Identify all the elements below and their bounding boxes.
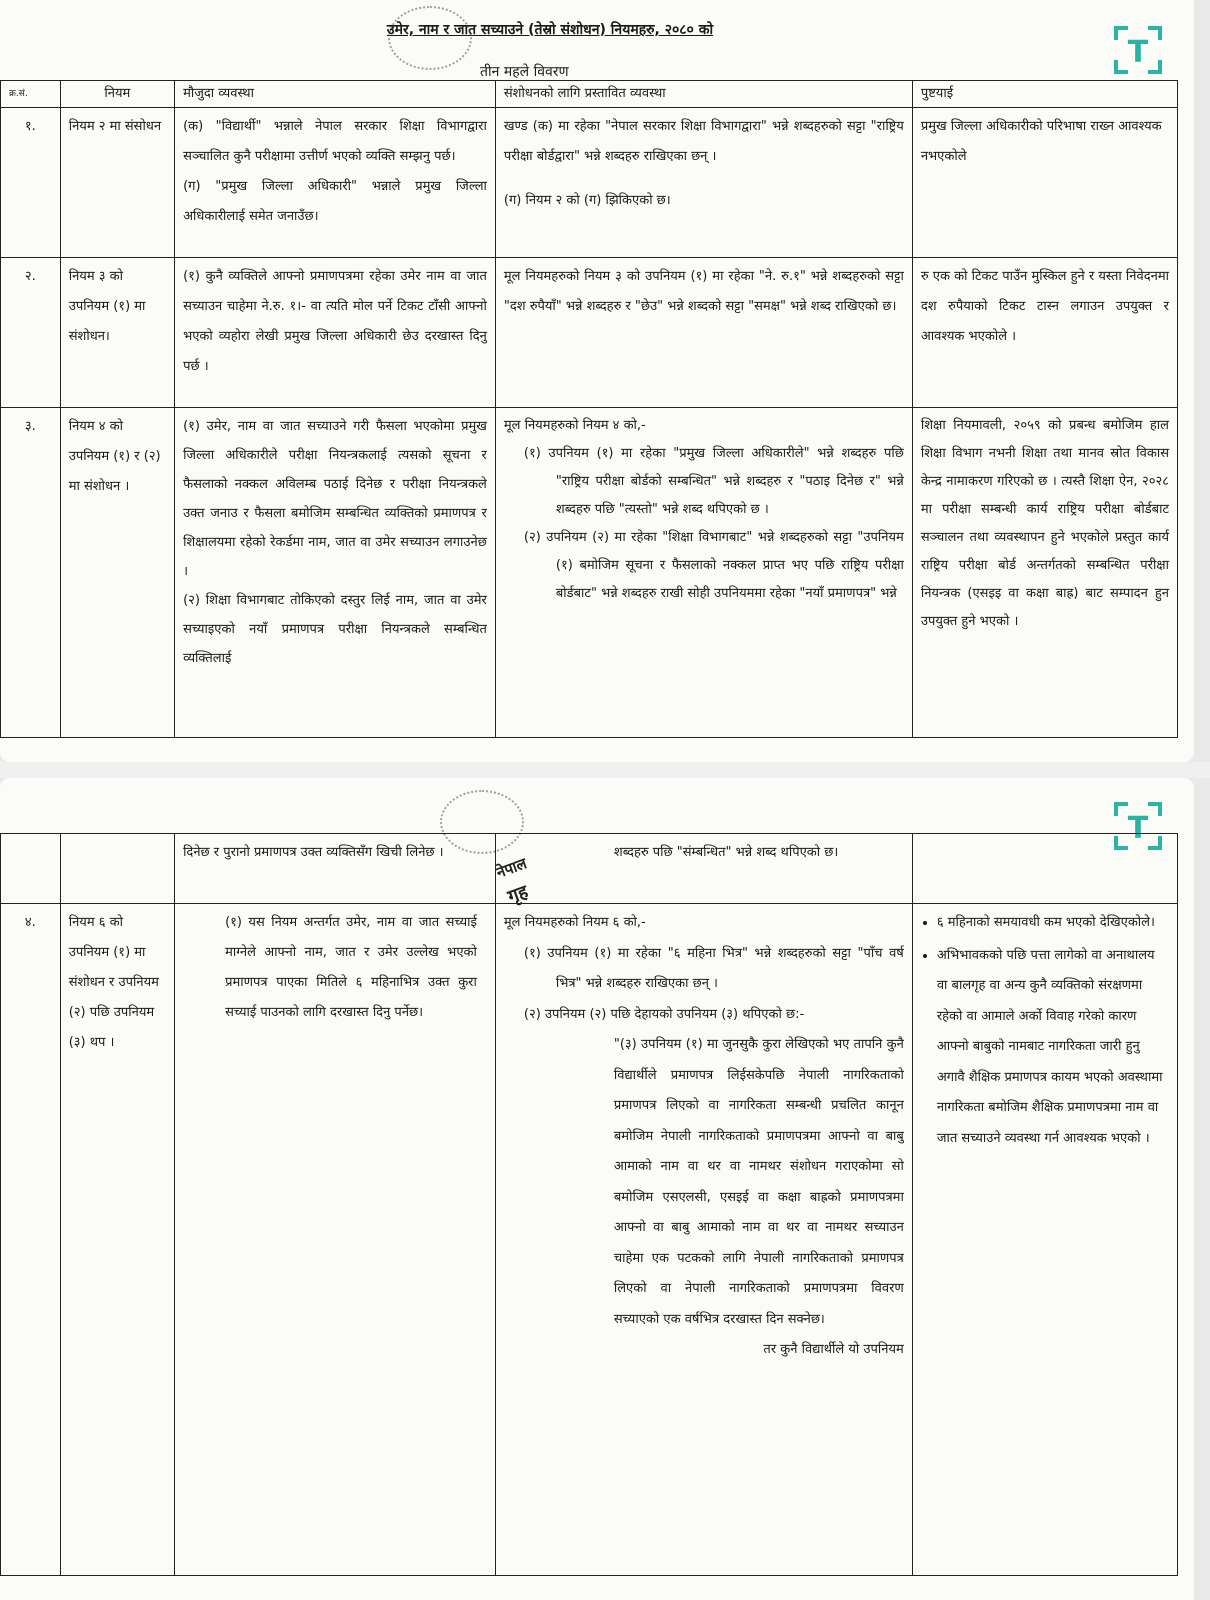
table-header-row bbox=[1, 81, 1178, 108]
table-row bbox=[1, 408, 1178, 738]
header-justification: पुष्टयाई bbox=[912, 81, 1177, 108]
proposed-para: (१) उपनियम (१) मा रहेका "प्रमुख जिल्ला अधिकारीले" भन्ने शब्दहरु पछि "राष्ट्रिय परीक्षा बोर्डको सम्बन्धित" भन्ने शब्दहरु र "पठाइ दिनेछ र" भन्ने शब्दहरु पछि "त्यस्तो" भन्ने शब्द थपिएको छ । bbox=[523, 446, 904, 517]
current-para: (२) शिक्षा विभागबाट तोकिएको दस्तुर लिई नाम, जात वा उमेर सच्याइएको नयाँ प्रमाणपत्र परीक्षा नियन्त्रकले सम्बन्धित व्यक्तिलाई bbox=[183, 593, 487, 666]
row-rule: नियम २ मा संसोधन bbox=[60, 108, 174, 258]
table-row-continued bbox=[1, 834, 1178, 904]
row-current bbox=[175, 834, 496, 904]
document-title: उमेर, नाम र जात सच्याउने (तेस्रो संशोधन) नियमहरु, २०८० को bbox=[386, 22, 714, 38]
row-sn: ४. bbox=[1, 904, 61, 1576]
proposed-para: तर कुनै विद्यार्थीले यो उपनियम bbox=[763, 1342, 904, 1357]
logo-letter: T bbox=[1127, 35, 1149, 70]
row-proposed bbox=[495, 108, 912, 258]
header-sn: क्र.सं. bbox=[1, 81, 61, 108]
current-para: (१) कुनै व्यक्तिले आफ्नो प्रमाणपत्रमा रहेका उमेर नाम वा जात सच्याउन चाहेमा ने.रु. १।- वा त्यति मोल पर्ने टिकट टाँसी आफ्नो भएको व्यहोरा लेखी प्रमुख जिल्ला अधिकारी छेउ दरखास्त दिनु पर्छ । bbox=[183, 269, 487, 374]
row-rule: नियम ४ को उपनियम (१) र (२) मा संशोधन । bbox=[60, 408, 174, 738]
row-rule bbox=[60, 834, 174, 904]
row-sn: ३. bbox=[1, 408, 61, 738]
proposed-intro: मूल नियमहरुको नियम ६ को,- bbox=[503, 915, 646, 930]
row-sn bbox=[1, 834, 61, 904]
header-rule: नियम bbox=[60, 81, 174, 108]
row-current bbox=[175, 904, 496, 1576]
document-page-2 bbox=[0, 778, 1194, 1600]
justification-para: शिक्षा नियमावली, २०५९ को प्रबन्ध बमोजिम हाल शिक्षा विभाग नभनी शिक्षा तथा मानव स्रोत विकास केन्द्र नामाकरण गरिएको छ । त्यस्तै शिक्षा ऐन, २०२८ मा परीक्षा सम्बन्धी कार्य राष्ट्रिय परीक्षा बोर्डबाट सञ्चालन तथा व्यवस्थापन हुने भएकोले प्रस्तुत कार्य राष्ट्रिय परीक्षा बोर्ड अन्तर्गतको सम्बन्धित परीक्षा नियन्त्रक (एसइइ वा कक्षा बाह्र) बाट सम्पादन हुन उपयुक्त हुने भएको । bbox=[920, 418, 1169, 629]
proposed-para: (२) उपनियम (२) पछि देहायको उपनियम (३) थपिएको छ:- bbox=[523, 1006, 805, 1022]
row-justification bbox=[912, 904, 1177, 1576]
header-proposed: संशोधनको लागि प्रस्तावित व्यवस्था bbox=[495, 81, 912, 108]
table-row bbox=[1, 904, 1178, 1576]
justification-list bbox=[921, 908, 1169, 1154]
current-para: दिनेछ र पुरानो प्रमाणपत्र उक्त व्यक्तिसँग खिची लिनेछ । bbox=[183, 845, 444, 860]
justification-para: रु एक को टिकट पाउँन मुस्किल हुने र यस्ता निवेदनमा दश रुपैयाको टिकट टास्न लगाउन उपयुक्त र आवश्यक भएकोले । bbox=[920, 269, 1169, 344]
row-justification bbox=[912, 258, 1177, 408]
row-justification bbox=[912, 834, 1177, 904]
current-para: (क) "विद्यार्थी" भन्नाले नेपाल सरकार शिक्षा विभागद्वारा सञ्चालित कुनै परीक्षामा उत्तीर्ण भएको व्यक्ति सम्झनु पर्छ। bbox=[183, 119, 487, 164]
current-para: (ग) "प्रमुख जिल्ला अधिकारी" भन्नाले प्रमुख जिल्ला अधिकारीलाई समेत जनाउँछ। bbox=[183, 179, 487, 224]
proposed-intro: मूल नियमहरुको नियम ४ को,- bbox=[503, 418, 646, 433]
header-current: मौजुदा व्यवस्था bbox=[175, 81, 496, 108]
proposed-para: खण्ड (क) मा रहेका "नेपाल सरकार शिक्षा विभागद्वारा" भन्ने शब्दहरुको सट्टा "राष्ट्रिय परीक्षा बोर्डद्वारा" भन्ने शब्दहरु राखिएका छन् । bbox=[503, 119, 904, 164]
current-para: (१) उमेर, नाम वा जात सच्याउने गरी फैसला भएकोमा प्रमुख जिल्ला अधिकारीले परीक्षा नियन्त्रकलाई त्यसको सूचना र फैसलाको नक्कल अविलम्ब पठाई दिनेछ र परीक्षा नियन्त्रकले उक्त जनाउ र फैसला बमोजिम सम्बन्धित व्यक्तिको प्रमाणपत्र र शिक्षालयमा रहेको रेकर्डमा नाम, जात वा उमेर सच्याउन लगाउनेछ । bbox=[183, 419, 487, 579]
stamp-text-nepal: नेपाल bbox=[493, 854, 530, 882]
current-para: (१) यस नियम अन्तर्गत उमेर, नाम वा जात सच्याई माग्नेले आफ्नो नाम, जात र उमेर उल्लेख भएको प्रमाणपत्र पाएका मितिले ६ महिनाभित्र उक्त कुरा सच्याई पाउनको लागि दरखास्त दिनु पर्नेछ। bbox=[225, 915, 477, 1020]
proposed-para: (ग) नियम २ को (ग) झिकिएको छ। bbox=[503, 193, 671, 208]
ink-stamp bbox=[388, 6, 472, 70]
table-row bbox=[1, 258, 1178, 408]
table-row bbox=[1, 108, 1178, 258]
proposed-para: शब्दहरु पछि "संम्बन्धित" भन्ने शब्द थपिएको छ। bbox=[613, 845, 839, 860]
row-sn: २. bbox=[1, 258, 61, 408]
row-proposed bbox=[495, 408, 912, 738]
page-divider bbox=[0, 762, 1210, 778]
row-current bbox=[175, 108, 496, 258]
logo-letter: T bbox=[1127, 811, 1149, 846]
proposed-para: "(३) उपनियम (१) मा जुनसुकै कुरा लेखिएको भए तापनि कुनै विद्यार्थीले प्रमाणपत्र लिईसकेपछि नेपाली नागरिकताको प्रमाणपत्र लिएको वा नागरिकता सम्बन्धी प्रचलित कानून बमोजिम नेपाली नागरिकताको प्रमाणपत्रमा आफ्नो वा बाबु आमाको नाम वा थर वा नामथर संशोधन गराएकोमा सो बमोजिम एसएलसी, एसइई वा कक्षा बाह्रको प्रमाणपत्रमा आफ्नो वा बाबु आमाको नाम वा थर वा नामथर सच्याउन चाहेमा एक पटकको लागि नेपाली नागरिकताको प्रमाणपत्र लिएको वा नेपाली नागरिकताको प्रमाणपत्रमा विवरण सच्याएको एक वर्षभित्र दरखास्त दिन सक्नेछ। bbox=[613, 1037, 904, 1327]
row-justification bbox=[912, 408, 1177, 738]
stamp-text-griha: गृह bbox=[505, 881, 531, 908]
row-current bbox=[175, 408, 496, 738]
row-current bbox=[175, 258, 496, 408]
proposed-para: (१) उपनियम (१) मा रहेका "६ महिना भित्र" भन्ने शब्दहरुको सट्टा "पाँच वर्ष भित्र" भन्ने शब्दहरु राखिएका छन् । bbox=[523, 945, 904, 991]
scanner-logo-icon bbox=[1112, 24, 1164, 76]
comparison-table-page-2 bbox=[0, 833, 1178, 1576]
proposed-para: मूल नियमहरुको नियम ३ को उपनियम (१) मा रहेका "ने. रु.१" भन्ने शब्दहरुको सट्टा "दश रुपैयाँ" भन्ने शब्दहरु र "छेउ" भन्ने शब्दको सट्टा "समक्ष" भन्ने शब्द राखिएको छ। bbox=[503, 269, 904, 314]
document-subtitle: तीन महले विवरण bbox=[480, 64, 569, 80]
justification-bullet: • अभिभावकको पछि पत्ता लागेको वा अनाथालय वा बालगृह वा अन्य कुनै व्यक्तिको संरक्षणमा रहेको वा आमाले अर्को विवाह गरेको कारण आफ्नो बाबुको नामबाट नागरिकता जारी हुनु अगावै शैक्षिक प्रमाणपत्र कायम भएको अवस्थामा नागरिकता बमोजिम शैक्षिक प्रमाणपत्रमा नाम वा जात सच्याउने व्यवस्था गर्न आवश्यक भएको । bbox=[937, 941, 1169, 1155]
row-proposed bbox=[495, 834, 912, 904]
row-rule: नियम ६ को उपनियम (१) मा संशोधन र उपनियम (२) पछि उपनियम (३) थप । bbox=[60, 904, 174, 1576]
row-justification: प्रमुख जिल्ला अधिकारीको परिभाषा राख्न आवश्यक नभएकोले bbox=[912, 108, 1177, 258]
justification-bullet: • ६ महिनाको समयावधी कम भएको देखिएकोले। bbox=[937, 908, 1169, 939]
row-rule: नियम ३ को उपनियम (१) मा संशोधन। bbox=[60, 258, 174, 408]
row-proposed bbox=[495, 258, 912, 408]
row-proposed bbox=[495, 904, 912, 1576]
row-sn: १. bbox=[1, 108, 61, 258]
document-page-1 bbox=[0, 0, 1194, 762]
proposed-para: (२) उपनियम (२) मा रहेका "शिक्षा विभागबाट" भन्ने शब्दहरुको सट्टा "उपनियम (१) बमोजिम सूचना र फैसलाको नक्कल प्राप्त भए पछि राष्ट्रिय परीक्षा बोर्डबाट" भन्ने शब्दहरु राखी सोही उपनियममा रहेका "नयाँ प्रमाणपत्र" भन्ने bbox=[523, 530, 904, 601]
comparison-table-page-1 bbox=[0, 80, 1178, 738]
